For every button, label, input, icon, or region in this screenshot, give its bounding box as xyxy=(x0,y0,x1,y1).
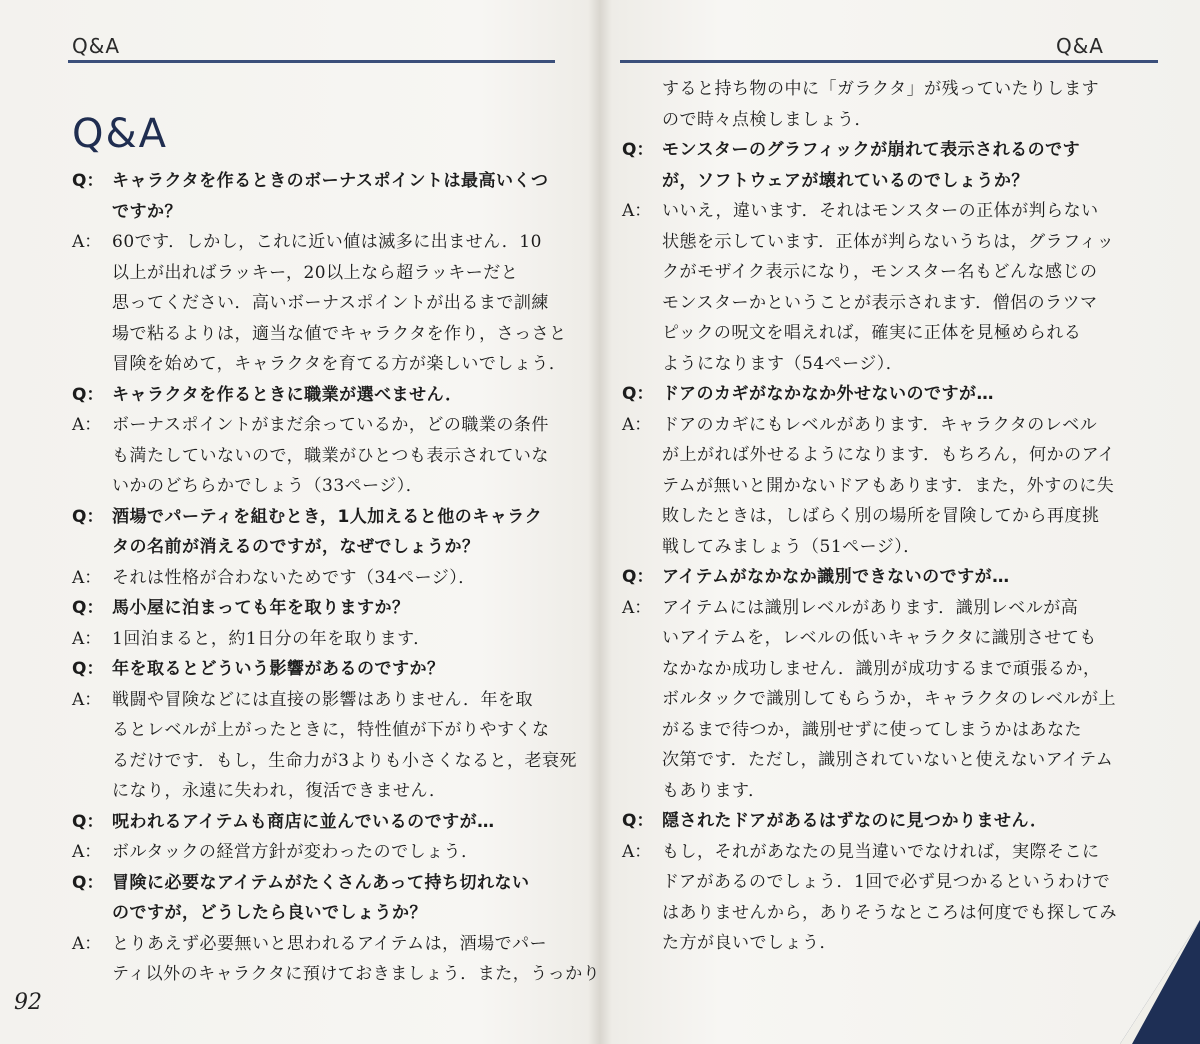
question-line xyxy=(72,532,560,563)
answer-line xyxy=(72,837,560,868)
question-text: タの名前が消えるのですが，なぜでしょうか？ xyxy=(112,537,480,557)
answer-marker xyxy=(72,959,112,990)
question-marker: Q： xyxy=(72,659,104,679)
answer-marker: A： xyxy=(72,415,102,435)
answer-line xyxy=(622,74,1114,105)
answer-text: た方が良いでしょう． xyxy=(662,933,837,953)
answer-text: ドアがあるのでしょう．1回で必ず見つかるというわけで xyxy=(662,872,1111,892)
answer-text: ボルタックの経営方針が変わったのでしょう． xyxy=(112,842,479,862)
answer-text: クがモザイク表示になり，モンスター名もどんな感じの xyxy=(662,262,1098,282)
answer-line xyxy=(622,654,1114,685)
answer-line xyxy=(622,105,1114,136)
page-title: Q&A xyxy=(72,110,169,157)
answer-line xyxy=(72,258,560,289)
answer-marker: A： xyxy=(72,567,102,588)
question-text: 馬小屋に泊まっても年を取りますか？ xyxy=(112,598,410,618)
answer-text: るだけです．もし，生命力が3よりも小さくなると，老衰死 xyxy=(112,750,577,771)
answer-line xyxy=(72,410,560,441)
answer-marker xyxy=(622,776,662,807)
answer-text: も満たしていないので，職業がひとつも表示されていな xyxy=(112,445,549,466)
answer-text: もあります． xyxy=(662,780,766,801)
question-line xyxy=(622,562,1114,593)
answer-text: ようになります（54ページ）． xyxy=(662,353,904,374)
question-line xyxy=(622,806,1114,837)
question-marker: Q： xyxy=(72,384,104,405)
answer-line xyxy=(622,227,1114,258)
question-line xyxy=(72,654,560,685)
answer-line xyxy=(622,745,1114,776)
answer-line xyxy=(622,501,1114,532)
answer-text: モンスターかということが表示されます．僧侶のラツマ xyxy=(662,292,1098,313)
question-text: 酒場でパーティを組むとき，1人加えると他のキャラク xyxy=(112,506,543,527)
question-text: キャラクタを作るときに職業が選べません． xyxy=(112,384,463,405)
answer-marker xyxy=(72,441,112,472)
answer-line xyxy=(72,288,560,319)
answer-marker xyxy=(622,257,662,288)
answer-text: 戦してみましょう（51ページ）． xyxy=(662,536,921,557)
question-line xyxy=(72,868,560,899)
answer-marker xyxy=(72,746,112,777)
answer-line xyxy=(622,318,1114,349)
answer-text: ティ以外のキャラクタに預けておきましょう．また，うっかり xyxy=(112,964,601,984)
question-text: アイテムがなかなか識別できないのですが… xyxy=(662,567,1010,587)
question-marker: Q： xyxy=(72,598,104,618)
answer-text: ドアのカギにもレベルがあります．キャラクタのレベル xyxy=(662,414,1098,435)
answer-line xyxy=(622,928,1114,959)
answer-text: 以上が出ればラッキー，20以上なら超ラッキーだと xyxy=(112,262,519,283)
answer-line xyxy=(72,441,560,472)
header-rule xyxy=(620,60,1158,63)
answer-text: とりあえず必要無いと思われるアイテムは，酒場でパー xyxy=(112,933,548,954)
question-line xyxy=(72,807,560,838)
running-head: Q&A xyxy=(72,34,121,58)
right-page xyxy=(602,0,1200,1044)
answer-marker xyxy=(72,776,112,807)
running-head: Q&A xyxy=(1055,34,1104,58)
answer-marker xyxy=(72,715,112,746)
question-line xyxy=(72,380,560,411)
question-line xyxy=(72,593,560,624)
question-marker xyxy=(72,532,112,563)
answer-text: 60です．しかし，これに近い値は滅多に出ません．10 xyxy=(112,232,542,252)
answer-text: もし，それがあなたの見当違いでなければ，実際そこに xyxy=(662,841,1100,862)
answer-line xyxy=(72,776,560,807)
answer-line xyxy=(72,471,560,502)
answer-text: いいえ，違います．それはモンスターの正体が判らない xyxy=(662,201,1099,221)
answer-line xyxy=(622,288,1114,319)
answer-marker xyxy=(622,684,662,715)
answer-text: 戦闘や冒険などには直接の影響はありません．年を取 xyxy=(112,689,534,710)
question-line xyxy=(622,379,1114,410)
answer-line xyxy=(622,349,1114,380)
answer-marker xyxy=(72,471,112,502)
answer-line xyxy=(622,196,1114,227)
answer-text: はありませんから，ありそうなところは何度でも探してみ xyxy=(662,902,1117,923)
answer-text: ボルタックで識別してもらうか，キャラクタのレベルが上 xyxy=(662,689,1116,709)
answer-line xyxy=(72,227,560,258)
answer-line xyxy=(622,440,1114,471)
answer-marker xyxy=(72,258,112,289)
answer-marker xyxy=(622,288,662,319)
answer-text: それは性格が合わないためです（34ページ）． xyxy=(112,567,476,588)
answer-line xyxy=(622,532,1114,563)
question-marker: Q： xyxy=(72,872,104,893)
question-line xyxy=(622,135,1114,166)
answer-text: なかなか成功しません．識別が成功するまで頑張るか， xyxy=(662,658,1101,679)
answer-text: 冒険を始めて，キャラクタを育てる方が楽しいでしょう． xyxy=(112,354,567,374)
answer-marker xyxy=(622,745,662,776)
answer-line xyxy=(622,593,1114,624)
answer-marker xyxy=(622,867,662,898)
question-marker: Q： xyxy=(72,171,104,191)
answer-marker xyxy=(622,74,662,105)
answer-line xyxy=(72,319,567,350)
question-text: が，ソフトウェアが壊れているのでしょうか？ xyxy=(662,170,1029,191)
answer-line xyxy=(72,959,601,990)
qa-list xyxy=(622,74,1117,959)
answer-text: ピックの呪文を唱えれば，確実に正体を見極められる xyxy=(662,323,1082,343)
answer-marker: A： xyxy=(72,628,102,649)
question-marker: Q： xyxy=(72,811,104,832)
question-text: 冒険に必要なアイテムがたくさんあって持ち切れない xyxy=(112,872,530,893)
answer-marker xyxy=(622,349,662,380)
answer-marker xyxy=(72,319,112,350)
answer-line xyxy=(72,624,560,655)
question-line xyxy=(72,197,560,228)
question-line xyxy=(622,166,1114,197)
answer-marker xyxy=(622,227,662,258)
question-marker: Q： xyxy=(622,140,654,160)
answer-text: がるまで待つか，識別せずに使ってしまうかはあなた xyxy=(662,719,1082,740)
answer-text: すると持ち物の中に「ガラクタ」が残っていたりします xyxy=(662,79,1100,99)
answer-marker xyxy=(622,318,662,349)
question-text: ドアのカギがなかなか外せないのですが… xyxy=(662,384,994,404)
question-text: 年を取るとどういう影響があるのですか？ xyxy=(112,659,445,679)
answer-marker: A： xyxy=(622,414,652,435)
answer-marker xyxy=(622,105,662,136)
answer-marker xyxy=(72,288,112,319)
question-marker: Q： xyxy=(622,811,654,831)
question-marker xyxy=(72,898,112,929)
answer-line xyxy=(622,776,1114,807)
answer-line xyxy=(622,867,1114,898)
answer-marker xyxy=(622,471,662,502)
answer-line xyxy=(622,715,1114,746)
answer-text: が上がれば外せるようになります．もちろん，何かのアイ xyxy=(662,445,1116,465)
question-text: 呪われるアイテムも商店に並んでいるのですが… xyxy=(112,811,495,832)
corner-tab xyxy=(1120,920,1200,1044)
answer-text: 1回泊まると，約1日分の年を取ります． xyxy=(112,628,431,649)
question-line xyxy=(72,502,560,533)
question-text: ですか？ xyxy=(112,201,182,222)
answer-marker: A： xyxy=(72,689,102,710)
question-text: 隠されたドアがあるはずなのに見つかりません． xyxy=(662,811,1048,831)
answer-marker xyxy=(72,349,112,380)
question-line xyxy=(72,898,560,929)
answer-line xyxy=(72,746,577,777)
answer-line xyxy=(622,257,1114,288)
question-text: のですが，どうしたら良いでしょうか？ xyxy=(112,903,427,923)
answer-text: ボーナスポイントがまだ余っているか，どの職業の条件 xyxy=(112,415,549,435)
answer-line xyxy=(622,684,1114,715)
question-marker xyxy=(72,197,112,228)
answer-text: 状態を示しています．正体が判らないうちは，グラフィッ xyxy=(662,231,1115,252)
question-marker: Q： xyxy=(622,567,654,587)
answer-line xyxy=(72,685,560,716)
answer-text: 場で粘るよりは，適当な値でキャラクタを作り，さっさと xyxy=(112,323,567,344)
answer-marker: A： xyxy=(72,842,102,862)
answer-line xyxy=(622,410,1114,441)
answer-marker xyxy=(622,928,662,959)
answer-text: ので時々点検しましょう． xyxy=(662,109,872,130)
question-text: モンスターのグラフィックが崩れて表示されるのです xyxy=(662,140,1081,160)
answer-line xyxy=(72,715,560,746)
question-line xyxy=(72,166,560,197)
answer-text: 敗したときは，しばらく別の場所を冒険してから再度挑 xyxy=(662,506,1100,526)
question-marker: Q： xyxy=(72,506,104,527)
question-marker: Q： xyxy=(622,384,654,404)
answer-marker: A： xyxy=(72,232,102,252)
answer-text: 次第です．ただし，識別されていないと使えないアイテム xyxy=(662,750,1114,770)
answer-marker xyxy=(622,501,662,532)
answer-line xyxy=(72,929,560,960)
answer-line xyxy=(622,471,1114,502)
answer-marker xyxy=(622,715,662,746)
answer-text: いアイテムを，レベルの低いキャラクタに識別させても xyxy=(662,628,1097,648)
answer-line xyxy=(622,898,1117,929)
answer-line xyxy=(622,837,1114,868)
answer-text: るとレベルが上がったときに，特性値が下がりやすくな xyxy=(112,720,550,740)
qa-list xyxy=(72,166,601,990)
question-marker xyxy=(622,166,662,197)
answer-text: テムが無いと開かないドアもあります．また，外すのに失 xyxy=(662,475,1115,496)
answer-marker: A： xyxy=(622,597,652,618)
answer-marker xyxy=(622,898,662,929)
page-number: 92 xyxy=(14,990,42,1015)
answer-line xyxy=(72,349,567,380)
answer-marker: A： xyxy=(72,933,102,954)
answer-text: になり，永遠に失われ，復活できません． xyxy=(112,781,447,801)
answer-marker xyxy=(622,654,662,685)
question-text: キャラクタを作るときのボーナスポイントは最高いくつ xyxy=(112,171,549,191)
header-rule xyxy=(68,60,555,63)
answer-text: アイテムには識別レベルがあります．識別レベルが高 xyxy=(662,597,1079,618)
answer-text: 思ってください．高いボーナスポイントが出るまで訓練 xyxy=(112,293,549,313)
answer-line xyxy=(622,623,1114,654)
answer-marker xyxy=(622,532,662,563)
answer-marker: A： xyxy=(622,841,652,862)
answer-marker: A： xyxy=(622,201,652,221)
answer-text: いかのどちらかでしょう（33ページ）． xyxy=(112,476,424,496)
answer-line xyxy=(72,563,560,594)
answer-marker xyxy=(622,623,662,654)
answer-marker xyxy=(622,440,662,471)
